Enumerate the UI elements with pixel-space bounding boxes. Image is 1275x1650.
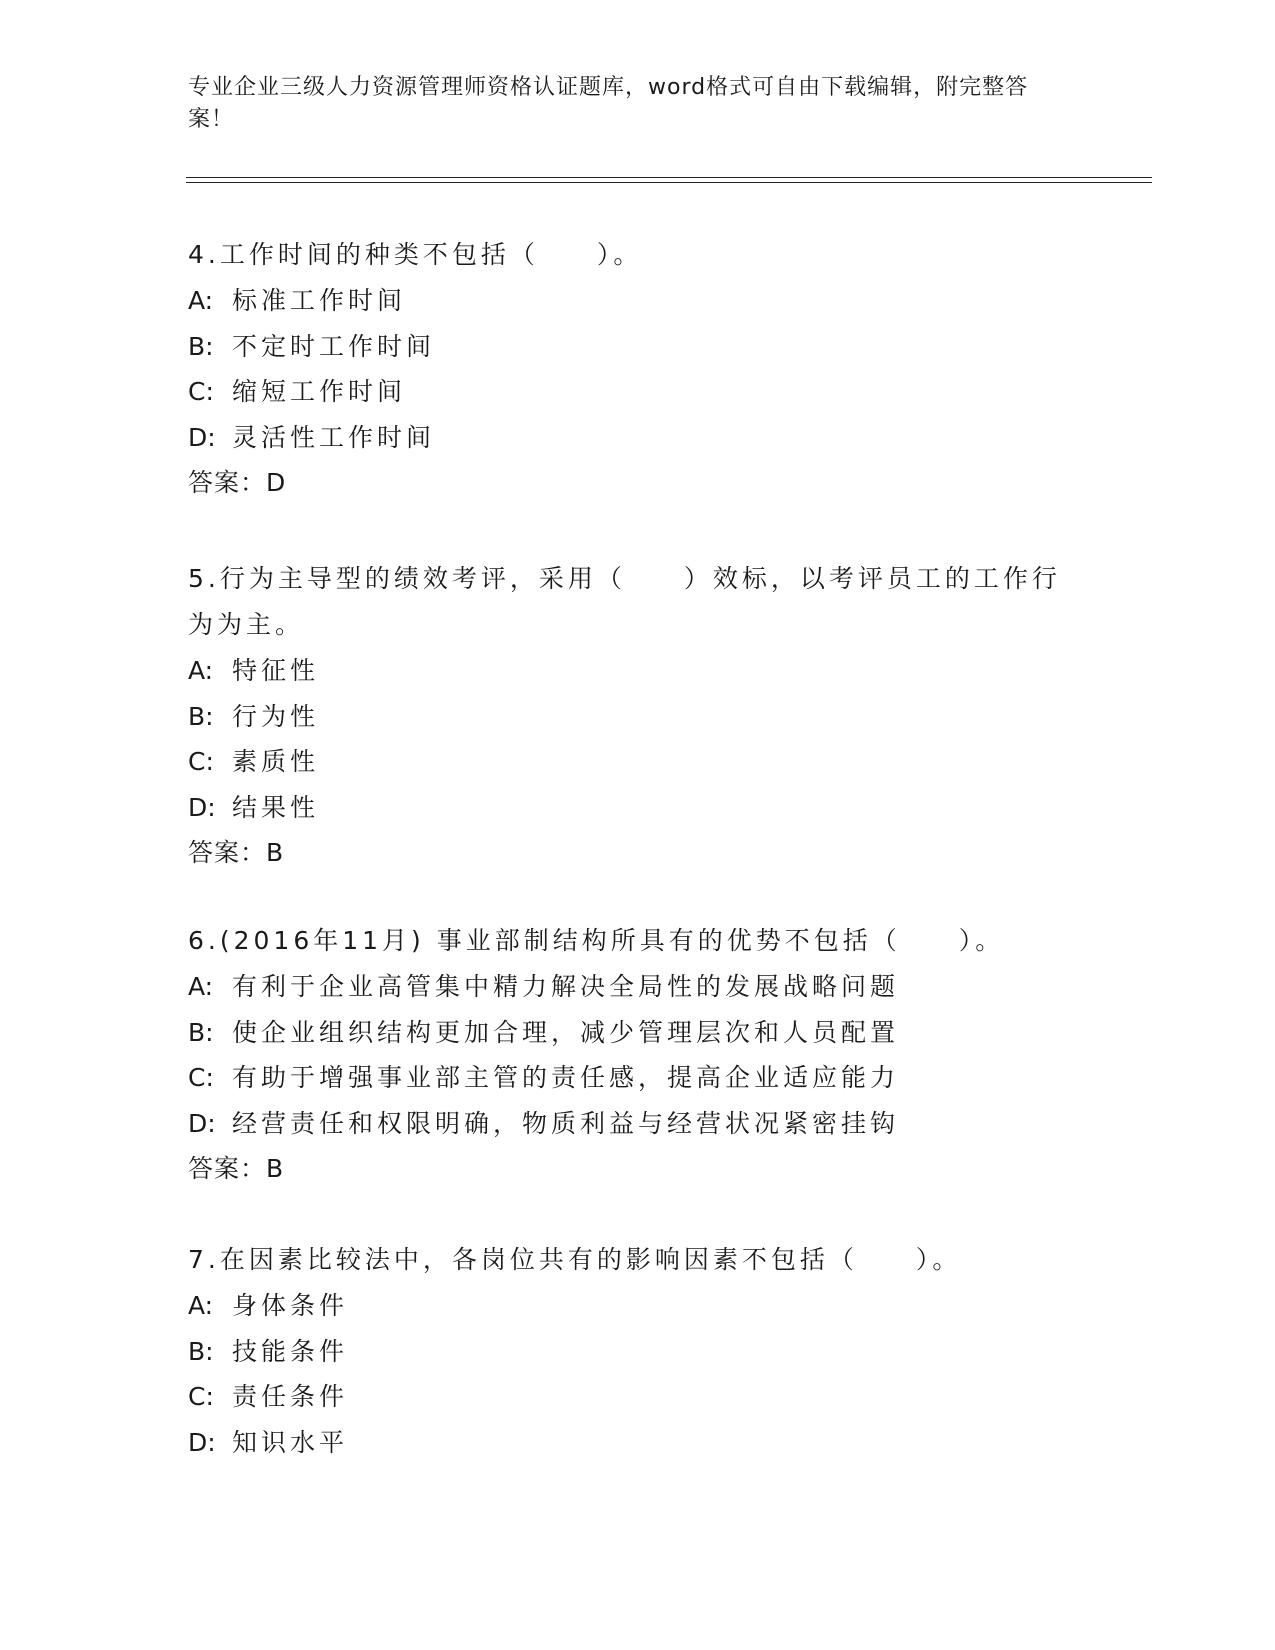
answer-line: 答案：D (188, 468, 287, 497)
question-5 (188, 556, 1068, 876)
option-d (188, 415, 1068, 461)
header-divider-top (186, 177, 1152, 178)
option-key: D: (188, 422, 216, 452)
question-4 (188, 232, 1068, 506)
option-text: 身体条件 (232, 1291, 349, 1320)
option-key: B: (188, 1017, 214, 1047)
option-text: 经营责任和权限明确，物质利益与经营状况紧密挂钩 (232, 1108, 900, 1138)
option-text: 标准工作时间 (232, 286, 407, 315)
option-b (188, 1329, 1068, 1375)
option-key: B: (188, 1336, 214, 1366)
option-c (188, 1374, 1068, 1420)
option-d (188, 1420, 1068, 1466)
option-key: A: (188, 1291, 214, 1320)
option-text: 有利于企业高管集中精力解决全局性的发展战略问题 (232, 972, 900, 1001)
option-key: A: (188, 286, 214, 315)
option-c (188, 369, 1068, 415)
option-b (188, 1010, 1068, 1056)
option-a (188, 278, 1068, 324)
option-key: D: (188, 1108, 216, 1138)
answer-line: 答案：B (188, 1154, 285, 1183)
option-text: 行为性 (232, 701, 320, 731)
question-6 (188, 918, 1068, 1192)
option-text: 结果性 (232, 792, 320, 822)
option-text: 使企业组织结构更加合理，减少管理层次和人员配置 (232, 1017, 900, 1047)
option-text: 特征性 (232, 656, 320, 685)
option-text: 素质性 (232, 747, 320, 776)
option-text: 灵活性工作时间 (232, 422, 436, 452)
question-stem: 5.行为主导型的绩效考评，采用（ ）效标，以考评员工的工作行为为主。 (188, 564, 1061, 639)
option-key: C: (188, 377, 214, 406)
option-text: 技能条件 (232, 1336, 349, 1366)
option-key: D: (188, 1427, 216, 1457)
header-divider-bottom (186, 182, 1152, 183)
option-a (188, 1283, 1068, 1329)
option-key: D: (188, 792, 216, 822)
option-text: 缩短工作时间 (232, 377, 407, 406)
option-key: B: (188, 331, 214, 361)
option-d (188, 785, 1068, 831)
option-a (188, 964, 1068, 1010)
option-key: A: (188, 656, 214, 685)
question-7 (188, 1237, 1068, 1465)
option-d (188, 1101, 1068, 1147)
option-text: 有助于增强事业部主管的责任感，提高企业适应能力 (232, 1063, 900, 1092)
option-key: A: (188, 972, 214, 1001)
option-c (188, 1055, 1068, 1101)
option-text: 责任条件 (232, 1382, 349, 1411)
option-b (188, 694, 1068, 740)
option-a (188, 648, 1068, 694)
option-b (188, 324, 1068, 370)
option-key: C: (188, 1063, 214, 1092)
option-text: 知识水平 (232, 1427, 349, 1457)
question-stem: 4.工作时间的种类不包括（ ）。 (188, 240, 643, 269)
option-key: C: (188, 747, 214, 776)
question-stem: 6.(2016年11月) 事业部制结构所具有的优势不包括（ ）。 (188, 926, 1005, 955)
option-key: B: (188, 701, 214, 731)
option-key: C: (188, 1382, 214, 1411)
answer-line: 答案：B (188, 838, 285, 867)
document-intro: 专业企业三级人力资源管理师资格认证题库，word格式可自由下载编辑，附完整答案！ (188, 75, 1029, 132)
option-text: 不定时工作时间 (232, 331, 436, 361)
question-stem: 7.在因素比较法中，各岗位共有的影响因素不包括（ ）。 (188, 1245, 962, 1274)
option-c (188, 739, 1068, 785)
